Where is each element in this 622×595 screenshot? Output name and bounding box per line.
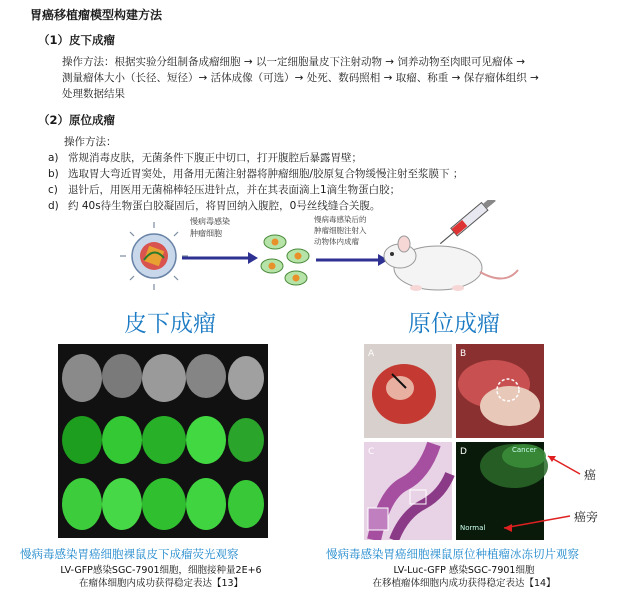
step-a-text: 常规消毒皮肤，无菌条件下腹正中切口，打开腹腔后暴露胃壁； <box>68 152 362 164</box>
left-caption-sub2: 在瘤体细胞内成功获得稳定表达【13】 <box>78 578 244 589</box>
page-title: 胃癌移植瘤模型构建方法 <box>30 8 163 22</box>
orthotopic-tumor-image <box>364 344 604 540</box>
panel-label-a: A <box>368 349 375 359</box>
right-figure-heading: 原位成瘤 <box>408 311 500 337</box>
step-c-marker: c) <box>48 184 58 196</box>
panel-d <box>456 442 548 540</box>
left-figure-heading: 皮下成瘤 <box>124 311 216 337</box>
panel-label-d: D <box>460 447 467 457</box>
arrow2-label-line3: 动物体内成瘤 <box>314 237 359 246</box>
left-caption-sub1: LV-GFP感染SGC-7901细胞，细胞接种量2E+6 <box>60 565 262 576</box>
panel-a <box>364 344 452 438</box>
mouse-icon <box>384 236 518 291</box>
arrow1-label-line2: 肿瘤细胞 <box>190 229 222 238</box>
arrow2-label-line1: 慢病毒感染后的 <box>314 215 367 224</box>
arrow-1 <box>182 252 258 264</box>
syringe-icon <box>437 200 497 247</box>
step-b-marker: b) <box>48 168 59 180</box>
section1-heading: （1）皮下成瘤 <box>38 33 116 47</box>
panel-c <box>364 442 452 540</box>
cancer-label: Cancer <box>512 446 537 454</box>
right-caption-sub1: LV-Luc-GFP 感染SGC-7901细胞 <box>393 565 535 576</box>
infected-cells-icon <box>261 235 309 285</box>
right-caption-sub2: 在移植瘤体细胞内成功获得稳定表达【14】 <box>372 578 556 589</box>
section1-line-3: 处理数据结果 <box>62 88 125 100</box>
arrow1-label-line1: 慢病毒感染 <box>190 217 230 226</box>
left-caption-main: 慢病毒感染胃癌细胞裸鼠皮下成瘤荧光观察 <box>20 547 239 561</box>
section2-intro: 操作方法： <box>64 136 117 148</box>
step-d-marker: d) <box>48 200 59 212</box>
panel-label-b: B <box>460 349 467 359</box>
normal-label: Normal <box>460 524 486 532</box>
annot-cancer: 癌 <box>584 468 597 482</box>
step-d-text: 约 40s待生物蛋白胶凝固后，将胃回纳入腹腔，0号丝线缝合关腹。 <box>68 200 381 212</box>
subcutaneous-tumor-image <box>58 344 268 538</box>
section2-heading: （2）原位成瘤 <box>38 113 116 127</box>
panel-b <box>456 344 544 438</box>
step-a-marker: a) <box>48 152 59 164</box>
annot-para-cancer: 癌旁 <box>574 510 599 524</box>
right-caption-main: 慢病毒感染胃癌细胞裸鼠原位种植瘤冰冻切片观察 <box>326 547 579 561</box>
step-b-text: 选取胃大弯近胃窦处，用备用无菌注射器将肿瘤细胞/胶原复合物缓慢注射至浆膜下 ； <box>68 168 464 180</box>
step-c-text: 退针后，用医用无菌棉棒轻压进针点，并在其表面滴上1滴生物蛋白胶； <box>68 184 401 196</box>
panel-label-c: C <box>368 447 375 457</box>
section1-line-2: 测量瘤体大小（长径、短径）→ 活体成像（可选）→ 处死、数码照相 → 取瘤、称重 → 保存瘤体组织 → <box>62 72 539 84</box>
workflow-diagram <box>120 200 520 292</box>
arrow2-label-line2: 肿瘤细胞注射入 <box>314 226 367 235</box>
section1-line-1: 操作方法：根据实验分组制备成瘤细胞 → 以一定细胞量皮下注射动物 → 饲养动物至肉眼可见瘤体 → <box>62 56 526 68</box>
arrow-2 <box>316 254 388 266</box>
virus-particle-icon <box>120 222 188 290</box>
